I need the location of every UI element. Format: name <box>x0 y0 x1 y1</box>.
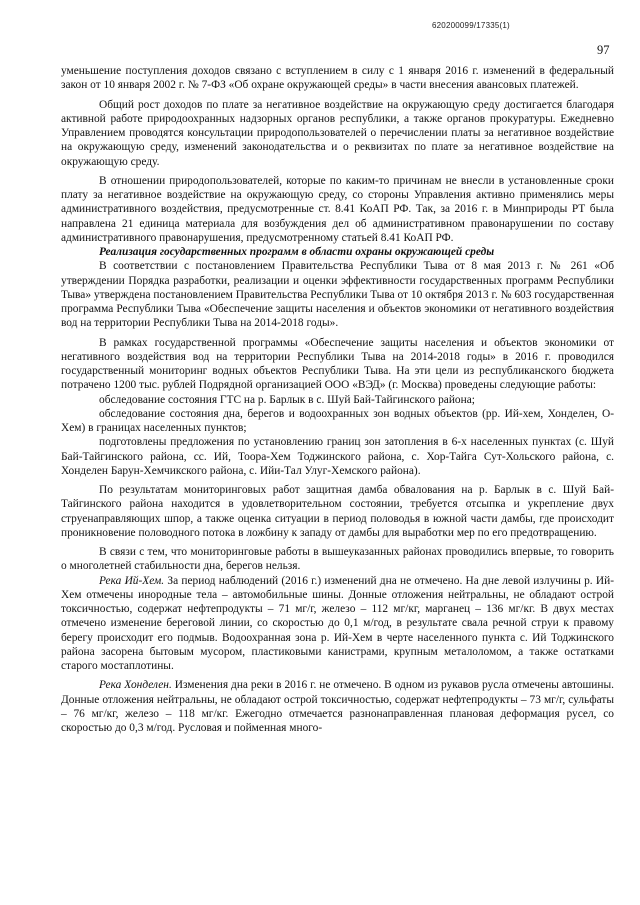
paragraph: Общий рост доходов по плате за негативное воздействие на окружающую среду достигается благодаря активной работе природоохранных надзорных органов республики, а также органов прокуратуры. Ежедневно Управлением проводятся консультации природопользователей о перечислении платы за негативное воздействие на окружающую среду, изменений законодательства и о реквизитах по плате за негативное воздействие на окружающую среду. <box>61 98 614 168</box>
paragraph: В рамках государственной программы «Обеспечение защиты населения и объектов экономики от негативного воздействия вод на территории Республики Тыва на 2014-2018 годы» в 2016 г. проводился государственный мониторинг водных объектов Республики Тыва. На эти цели из республиканского бюджета потрачено 1200 тыс. рублей Подрядной организацией ООО «ВЭД» (г. Москва) проведены следующие работы: <box>61 336 614 392</box>
river-name: Река Ий-Хем. <box>99 574 165 587</box>
document-body <box>61 64 614 740</box>
list-item: обследование состояния ГТС на р. Барлык в с. Шуй Бай-Тайгинского района; <box>99 393 475 406</box>
river-paragraph <box>61 574 614 674</box>
document-id: 620200099/17335(1) <box>432 21 510 30</box>
section-heading: Реализация государственных программ в области охраны окружающей среды <box>99 246 495 258</box>
list-item: обследование состояния дна, берегов и водоохранных зон водных объектов (рр. Ий-хем, Хонделен, О-Хем) в границах населенных пунктов; <box>61 407 614 434</box>
paragraph: уменьшение поступления доходов связано с вступлением в силу с 1 января 2016 г. изменений в федеральный закон от 10 января 2002 г. № 7-ФЗ «Об охране окружающей среды» в части внесения авансовых платежей. <box>61 65 614 92</box>
river-text: За период наблюдений (2016 г.) изменений дна не отмечено. На дне левой излучины р. Ий-Хем отмечены инородные тела – автомобильные шины. Донные отложения нейтральны, не обладают острой токсичностью, содержат нефтепродукты – 71 мг/г, железо – 112 мг/кг, марганец – 136 мг/кг. В двух местах отмечено изменение береговой линии, со скоростью до 0,1 м/год, в результате свала речной струи к правому берегу происходит его подмыв. Водоохранная зона р. Ий-Хем в черте населенного пункта с. Ий Тоджинского района засорена бытовым мусором, пластиковыми канистрами, крупным металоломом, а также остатками старого мостаплотины. <box>61 574 614 672</box>
list-item: подготовлены предложения по установлению границ зон затопления в 6-х населенных пунктах (с. Шуй Бай-Тайгинского района, сс. Ий, Тоора-Хем Тоджинского района, с. Хор-Тайга Сут-Хольского района, с. Хонделен Барун-Хемчикского района, с. Ийи-Тал Улуг-Хемского района). <box>61 436 614 477</box>
river-paragraph <box>61 678 614 735</box>
paragraph: По результатам мониторинговых работ защитная дамба обвалования на р. Барлык в с. Шуй Бай-Тайгинского района находится в удовлетворительном состоянии, требуется отсыпка и укрепление двух струенаправляющих шпор, а также оценка ситуации в период половодья в южной части дамбы, где происходит проникновение половодного потока в ложбину к западу от дамбы для выработки мер по его предотвращению. <box>61 484 614 539</box>
paragraph: В отношении природопользователей, которые по каким-то причинам не внесли в установленные сроки плату за негативное воздействие на окружающую среду, со стороны Управления активно применялись меры административного воздействия, предусмотренные ст. 8.41 КоАП РФ. Так, за 2016 г. в Минприроды РТ была направлена 21 единица материала для возбуждения дел об административном правонарушении по составу административного правонарушения, предусмотренному статьей 8.41 КоАП РФ. <box>61 174 614 244</box>
paragraph: В соответствии с постановлением Правительства Республики Тыва от 8 мая 2013 г. № 261 «Об утверждении Порядка разработки, реализации и оценки эффективности государственных программ Республики Тыва» утверждена постановлением Правительства Республики Тыва от 10 октября 2013 г. № 603 государственная программа Республики Тыва «Обеспечение защиты населения и объектов экономики от негативного воздействия вод на территории Республики Тыва на 2014-2018 годы». <box>61 260 614 330</box>
page-number: 97 <box>597 43 610 57</box>
river-text: Изменения дна реки в 2016 г. не отмечено. В одном из рукавов русла отмечены автошины. Донные отложения нейтральны, не обладают острой токсичностью, содержат нефтепродукты – 73 мг/г, сульфаты – 76 мг/кг, железо – 118 мг/кг. Ежегодно отмечается разнонаправленная плановая деформация русел, со скоростью до 0,3 м/год. Русловая и пойменная много- <box>61 679 614 734</box>
river-name: Река Хонделен. <box>99 679 172 692</box>
paragraph: В связи с тем, что мониторинговые работы в вышеуказанных районах проводились впервые, то говорить о многолетней стабильности дна, берегов нельзя. <box>61 546 614 573</box>
